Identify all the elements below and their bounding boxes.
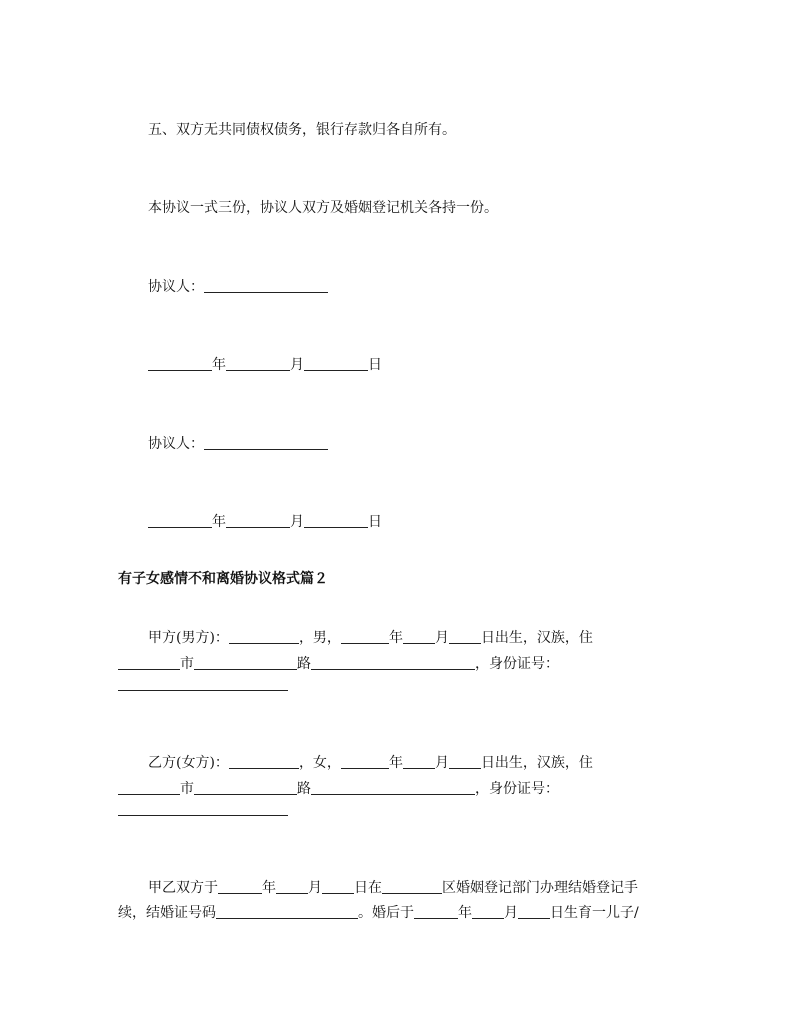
party-a-line-2 xyxy=(118,654,559,674)
day-blank xyxy=(449,629,481,644)
month-label: 月 xyxy=(434,630,449,646)
signer-blank xyxy=(204,435,328,450)
marriage-line-2 xyxy=(118,903,639,923)
date-line-2 xyxy=(148,512,382,532)
day-blank xyxy=(449,754,481,769)
day-label: 日 xyxy=(368,357,382,373)
year-label: 年 xyxy=(262,880,276,896)
date-line-1 xyxy=(148,355,382,375)
party-a-label: 甲方(男方)： xyxy=(148,630,229,646)
road-blank xyxy=(194,655,297,670)
gender-text: ，女， xyxy=(298,755,341,771)
signer-label: 协议人： xyxy=(148,436,204,452)
marriage-line-1 xyxy=(148,878,638,898)
signer-label: 协议人： xyxy=(148,279,204,295)
city-blank xyxy=(118,780,180,795)
marriage-text: 日生育一儿子/ xyxy=(550,905,639,921)
month-blank xyxy=(403,754,435,769)
party-a-line-1 xyxy=(148,628,593,648)
party-b-label: 乙方(女方)： xyxy=(148,755,229,771)
month-blank xyxy=(226,356,290,371)
year-blank xyxy=(414,904,458,919)
born-text: 日出生，汉族，住 xyxy=(480,755,593,771)
party-b-line-2 xyxy=(118,779,559,799)
marriage-text: 。婚后于 xyxy=(358,905,414,921)
certificate-blank xyxy=(216,904,358,919)
month-label: 月 xyxy=(290,357,304,373)
city-label: 市 xyxy=(180,656,194,672)
marriage-text: 日在 xyxy=(354,880,382,896)
day-label: 日 xyxy=(368,514,382,530)
month-label: 月 xyxy=(504,905,518,921)
marriage-text: 区婚姻登记部门办理结婚登记手 xyxy=(442,880,638,896)
name-blank xyxy=(229,629,299,644)
marriage-text: 续，结婚证号码 xyxy=(118,905,216,921)
year-blank xyxy=(148,513,212,528)
year-label: 年 xyxy=(388,755,403,771)
day-blank xyxy=(322,879,354,894)
year-blank xyxy=(218,879,262,894)
section-heading: 有子女感情不和离婚协议格式篇２ xyxy=(118,571,328,587)
party-b-line-1 xyxy=(148,753,593,773)
signer-blank xyxy=(204,278,328,293)
marriage-text: 甲乙双方于 xyxy=(148,880,218,896)
month-blank xyxy=(472,904,504,919)
signer-line-2 xyxy=(148,434,328,454)
year-label: 年 xyxy=(458,905,472,921)
address-blank xyxy=(311,780,475,795)
year-label: 年 xyxy=(212,514,226,530)
month-blank xyxy=(226,513,290,528)
copies-clause: 本协议一式三份，协议人双方及婚姻登记机关各持一份。 xyxy=(148,200,498,216)
signer-line-1 xyxy=(148,277,328,297)
month-label: 月 xyxy=(290,514,304,530)
district-blank xyxy=(382,879,442,894)
road-label: 路 xyxy=(297,656,311,672)
gender-text: ，男， xyxy=(298,630,341,646)
city-blank xyxy=(118,655,180,670)
address-blank xyxy=(311,655,475,670)
name-blank xyxy=(229,754,299,769)
id-blank xyxy=(118,801,288,816)
year-label: 年 xyxy=(388,630,403,646)
year-blank xyxy=(341,754,389,769)
party-a-line-3 xyxy=(118,675,288,695)
year-label: 年 xyxy=(212,357,226,373)
road-label: 路 xyxy=(297,781,311,797)
month-label: 月 xyxy=(434,755,449,771)
clause-5: 五、双方无共同债权债务，银行存款归各自所有。 xyxy=(148,122,456,138)
month-label: 月 xyxy=(308,880,322,896)
year-blank xyxy=(148,356,212,371)
month-blank xyxy=(276,879,308,894)
city-label: 市 xyxy=(180,781,194,797)
id-blank xyxy=(118,676,288,691)
day-blank xyxy=(518,904,550,919)
day-blank xyxy=(304,513,368,528)
party-b-line-3 xyxy=(118,800,288,820)
id-label: ，身份证号： xyxy=(475,656,559,672)
id-label: ，身份证号： xyxy=(475,781,559,797)
year-blank xyxy=(341,629,389,644)
month-blank xyxy=(403,629,435,644)
road-blank xyxy=(194,780,297,795)
born-text: 日出生，汉族，住 xyxy=(480,630,593,646)
day-blank xyxy=(304,356,368,371)
